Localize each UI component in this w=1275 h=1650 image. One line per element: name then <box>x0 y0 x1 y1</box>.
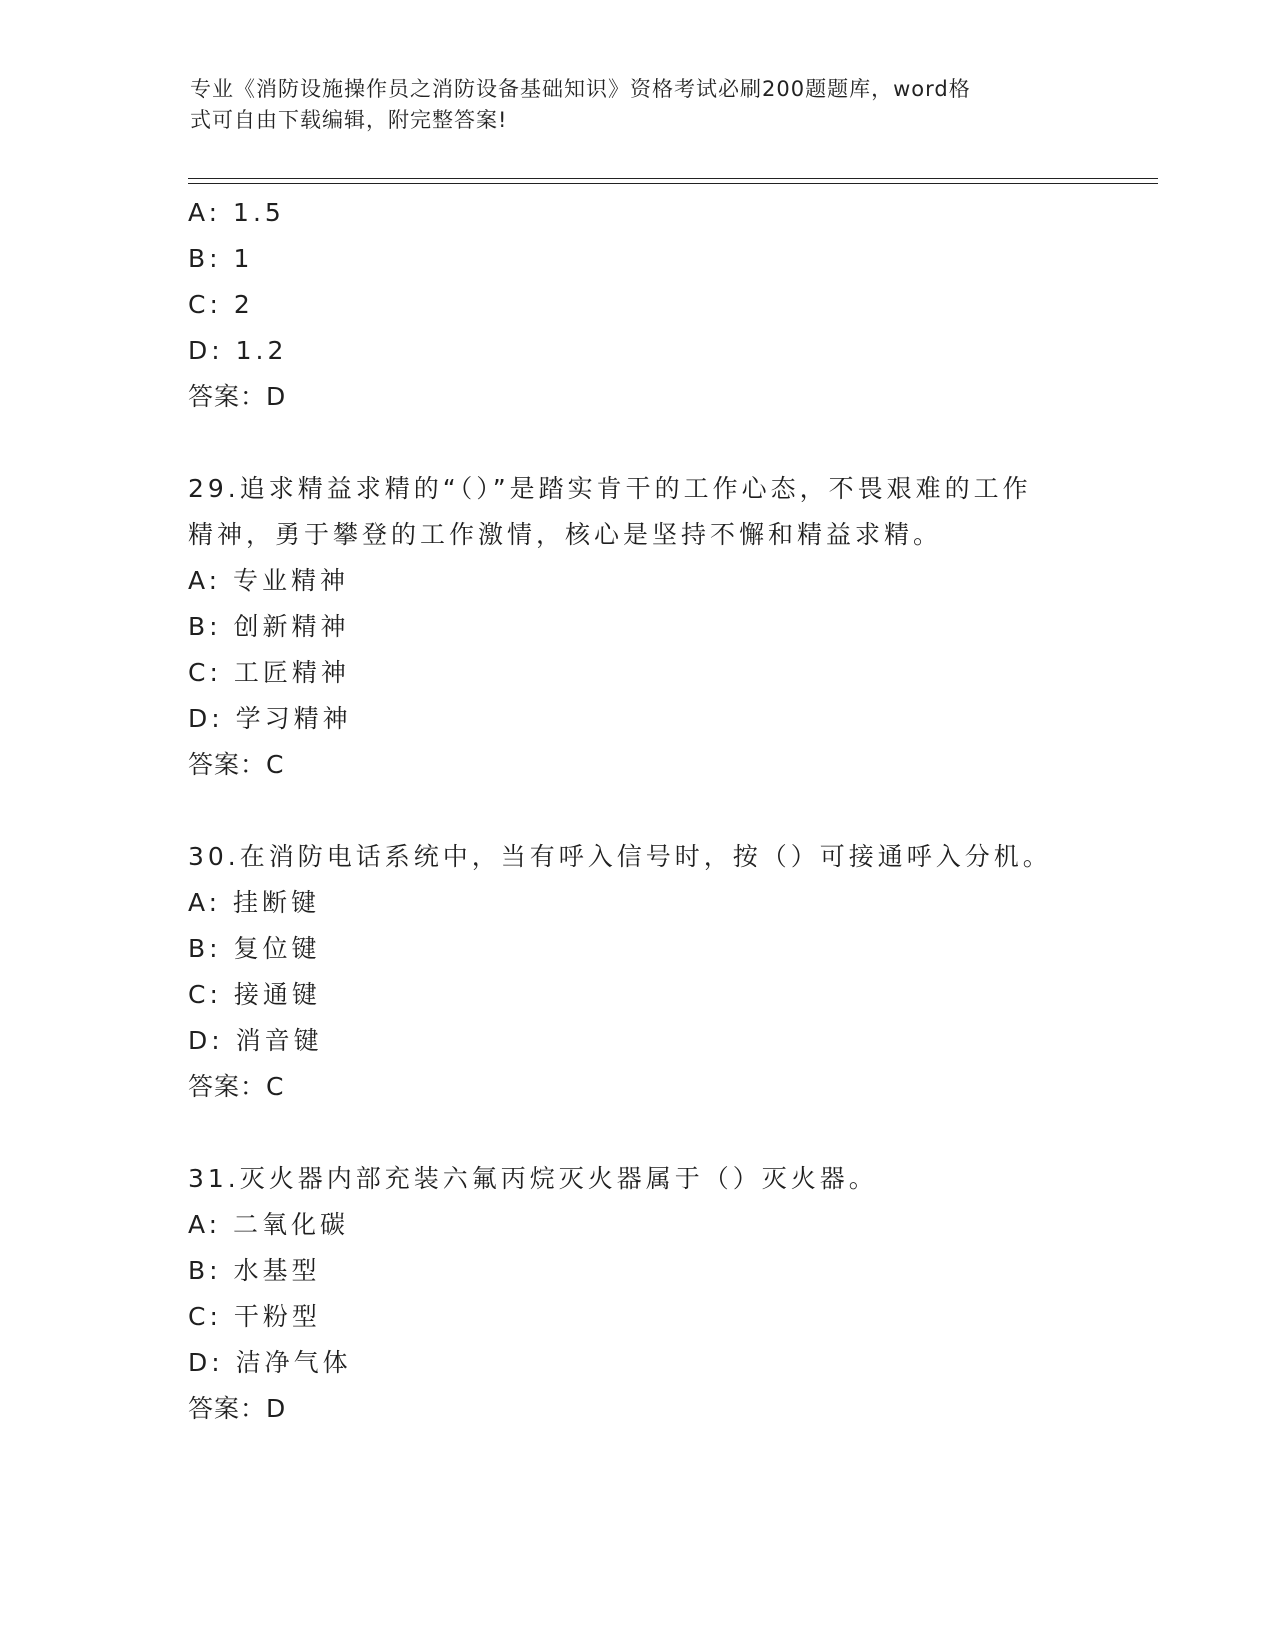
option-b: B: 1 <box>188 244 254 273</box>
option-b: B: 复位键 <box>188 934 321 963</box>
option-b: B: 水基型 <box>188 1256 321 1285</box>
question-block-28 <box>188 190 1158 420</box>
option-a: A: 1.5 <box>188 198 285 227</box>
answer-line: 答案：D <box>188 382 287 411</box>
question-block-31 <box>188 1156 1158 1432</box>
header-divider-top <box>188 178 1158 179</box>
answer-line: 答案：D <box>188 1394 287 1423</box>
question-list <box>188 190 1158 1432</box>
option-c: C: 工匠精神 <box>188 658 350 687</box>
option-c: C: 2 <box>188 290 254 319</box>
question-block-30 <box>188 834 1158 1110</box>
option-c: C: 干粉型 <box>188 1302 321 1331</box>
option-d: D: 1.2 <box>188 336 288 365</box>
question-block-29 <box>188 466 1158 788</box>
header-line-1: 专业《消防设施操作员之消防设备基础知识》资格考试必刷200题题库，word格 <box>190 77 971 101</box>
option-d: D: 洁净气体 <box>188 1348 352 1377</box>
question-text-line-2: 精神，勇于攀登的工作激情，核心是坚持不懈和精益求精。 <box>188 520 943 549</box>
spacer <box>188 1110 1158 1156</box>
option-a: A: 专业精神 <box>188 566 350 595</box>
header-divider-bottom <box>188 183 1158 184</box>
spacer <box>188 420 1158 466</box>
question-text-line-1: 30.在消防电话系统中，当有呼入信号时，按（）可接通呼入分机。 <box>188 842 1052 871</box>
option-d: D: 学习精神 <box>188 704 352 733</box>
question-text-line-1: 31.灭火器内部充装六氟丙烷灭火器属于（）灭火器。 <box>188 1164 878 1193</box>
answer-line: 答案：C <box>188 750 285 779</box>
option-a: A: 二氧化碳 <box>188 1210 350 1239</box>
option-b: B: 创新精神 <box>188 612 350 641</box>
option-a: A: 挂断键 <box>188 888 321 917</box>
spacer <box>188 788 1158 834</box>
option-c: C: 接通键 <box>188 980 321 1009</box>
document-header <box>190 74 1090 136</box>
question-text-line-1: 29.追求精益求精的“（）”是踏实肯干的工作心态，不畏艰难的工作 <box>188 474 1032 503</box>
header-line-2: 式可自由下载编辑，附完整答案! <box>190 108 508 132</box>
option-d: D: 消音键 <box>188 1026 323 1055</box>
answer-line: 答案：C <box>188 1072 285 1101</box>
